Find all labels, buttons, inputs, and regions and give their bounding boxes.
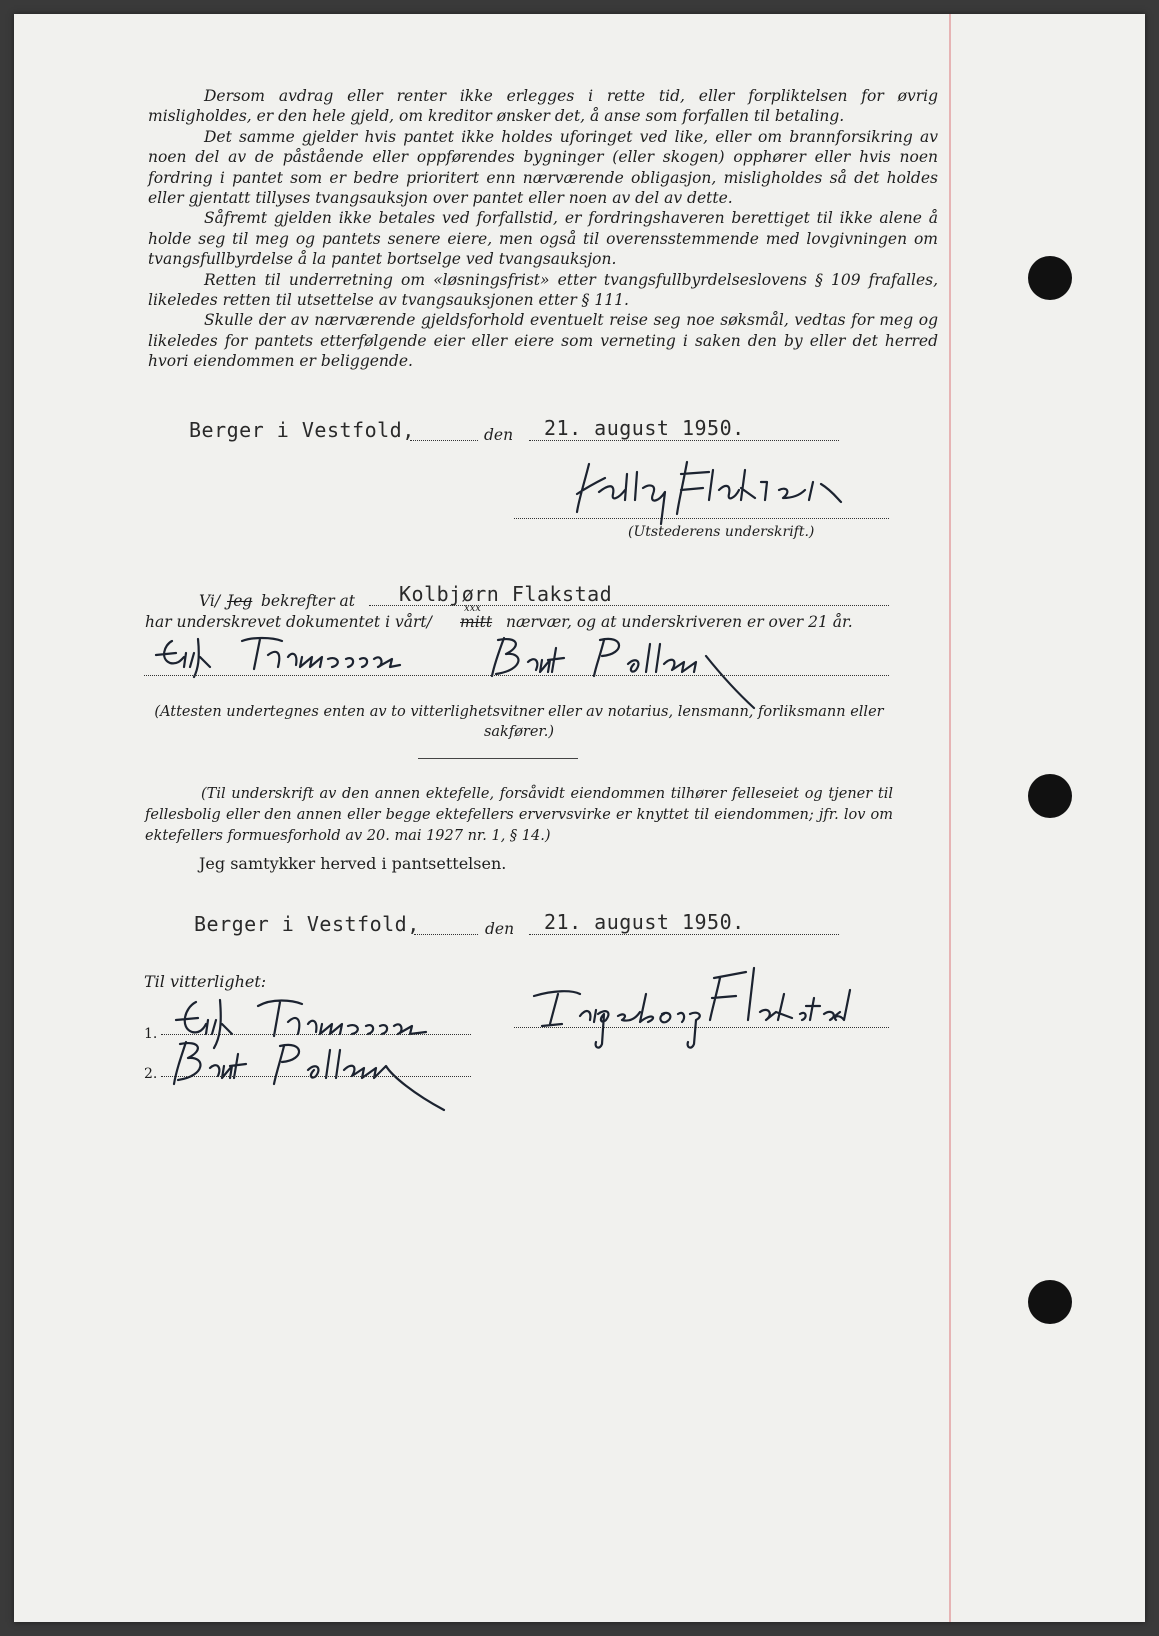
attest-note: (Attesten undertegnes enten av to vitterlighetsvitner eller av notarius, lensmann, forliksmann eller sakfører.) [154, 704, 884, 740]
issue-place-line [410, 440, 478, 441]
attest-prefix: Vi/ [199, 592, 221, 610]
spouse-signature-line [514, 1027, 889, 1028]
attest-line2-start: har underskrevet dokumentet i vårt/ [145, 613, 432, 631]
spouse-signature [514, 954, 874, 1064]
terms-text [148, 86, 938, 372]
punch-hole-top [1028, 256, 1072, 300]
witness-2-line [161, 1076, 471, 1077]
terms-paragraph-insurance: Det samme gjelder hvis pantet ikke holdes uforinget ved like, eller om brannforsikring av noen del av de påstående eller oppførendes bygninger (eller skogen) opphører eller hvis noen fordring i pantet som er bedre prioritert enn nærværende obligasjon, misligholdes så det holdes eller gjentatt tillyses tvangsauksjon over pantet eller noen av del av dette. [148, 127, 938, 208]
terms-paragraph-notice: Retten til underretning om «løsningsfrist» etter tvangsfullbyrdelseslovens § 109 frafalles, likeledes retten til utsettelse av tvangsauksjonen etter § 111. [148, 270, 938, 310]
spouse-date: 21. august 1950. [544, 910, 745, 934]
issue-place: Berger i Vestfold, [189, 418, 415, 442]
spouse-note: (Til underskrift av den annen ektefelle, forsåvidt eiendommen tilhører felleseiet og tjener til fellesbolig eller den annen eller begge ektefellers ervervsvirke er knyttet til eiendommen; jfr. lov om ektefellers formuesforhold av 20. mai 1927 nr. 1, § 14.) [145, 786, 893, 844]
attest-witness-1-signature [142, 629, 412, 679]
punch-hole-middle [1028, 774, 1072, 818]
spouse-date-line [529, 934, 839, 935]
attest-line2-xxx: xxx [464, 603, 481, 614]
section-divider [418, 758, 578, 759]
punch-hole-bottom [1028, 1280, 1072, 1324]
spouse-witness-2-signature [164, 1032, 464, 1122]
document-page [14, 14, 1145, 1622]
issuer-signature-line [514, 518, 889, 519]
spouse-den-label: den [485, 920, 515, 938]
issue-den-label: den [484, 426, 514, 444]
issue-date: 21. august 1950. [544, 416, 745, 440]
issuer-signature-caption: (Utstederens underskrift.) [628, 524, 815, 540]
terms-paragraph-auction: Såfremt gjelden ikke betales ved forfallstid, er fordringshaveren berettiget til ikke alene å holde seg til meg og pantets senere eiere, men også til overensstemmende med lovgivningen om tvangsfullbyrdelse å la pantet bortselge ved tvangsauksjon. [148, 209, 938, 269]
terms-paragraph-venue: Skulle der av nærværende gjeldsforhold eventuelt reise seg noe søksmål, vedtas for meg og likeledes for pantets etterfølgende eier eller eiere som verneting i saken den by eller det herred hvori eiendommen er beliggende. [148, 311, 938, 371]
margin-rule [949, 14, 951, 1622]
witness-number-2: 2. [144, 1066, 158, 1082]
terms-paragraph-default: Dersom avdrag eller renter ikke erlegges i rette tid, eller forpliktelsen for øvrig misligholdes, er den hele gjeld, om kreditor ønsker det, å anse som forfallen til betaling. [148, 87, 938, 126]
attest-name: Kolbjørn Flakstad [399, 582, 613, 606]
issue-date-line [529, 440, 839, 441]
attest-struck-jeg: Jeg [227, 592, 253, 610]
attest-witness-line [144, 675, 889, 676]
witness-number-1: 1. [144, 1026, 158, 1042]
attest-line2-struck: mitt [460, 613, 493, 631]
witness-heading: Til vitterlighet: [144, 972, 267, 991]
spouse-place-line [414, 934, 478, 935]
spouse-place: Berger i Vestfold, [194, 912, 420, 936]
attest-line2-end: nærvær, og at underskriveren er over 21 år. [506, 613, 853, 631]
spouse-consent: Jeg samtykker herved i pantsettelsen. [199, 854, 507, 873]
attest-middle: bekrefter at [261, 592, 356, 610]
